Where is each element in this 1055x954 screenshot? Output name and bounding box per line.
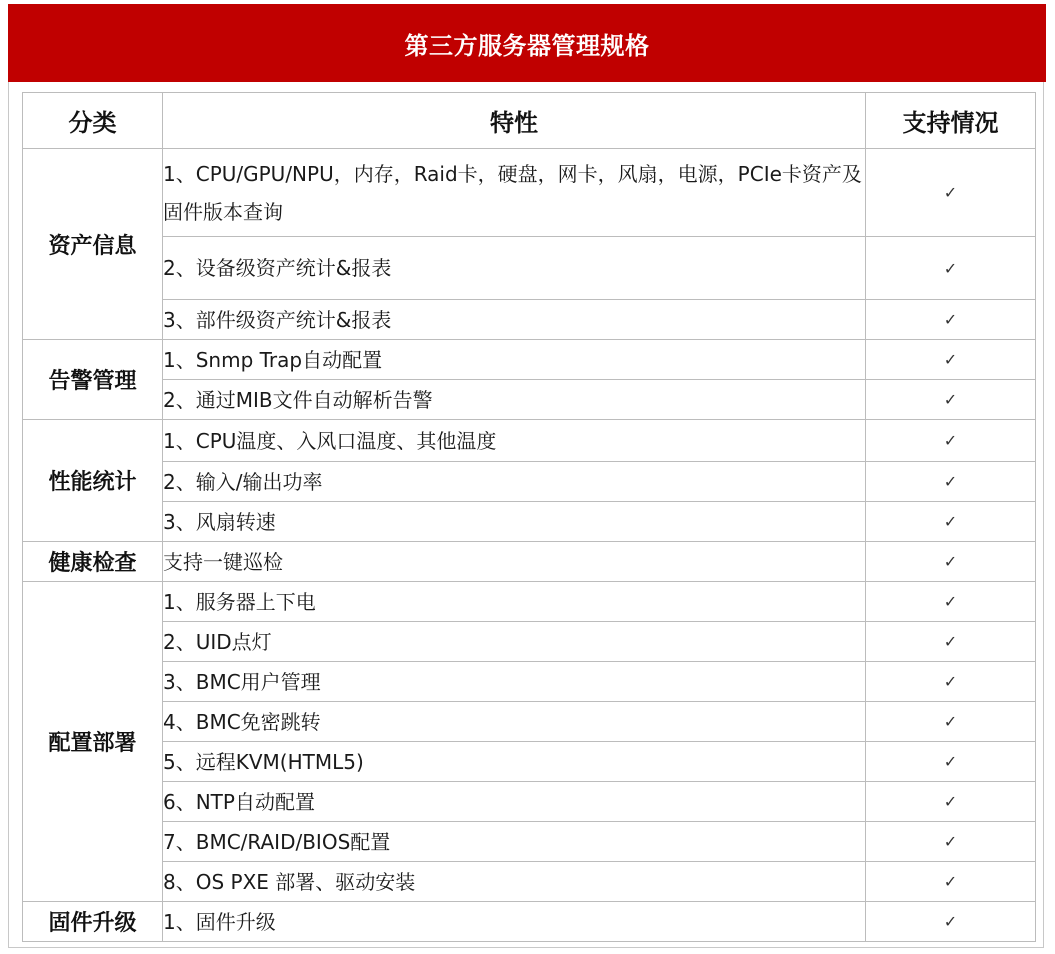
header-feature: 特性 bbox=[163, 93, 866, 149]
check-mark: ✓ bbox=[866, 542, 1036, 582]
feature-cell: 7、BMC/RAID/BIOS配置 bbox=[163, 822, 866, 862]
table-row bbox=[23, 300, 1036, 340]
check-mark: ✓ bbox=[866, 902, 1036, 942]
feature-cell: 3、部件级资产统计&报表 bbox=[163, 300, 866, 340]
table-row bbox=[23, 502, 1036, 542]
table-row bbox=[23, 420, 1036, 462]
category-cell: 性能统计 bbox=[23, 420, 163, 542]
table-row bbox=[23, 902, 1036, 942]
table-row bbox=[23, 237, 1036, 300]
title-banner bbox=[8, 4, 1046, 82]
feature-cell: 4、BMC免密跳转 bbox=[163, 702, 866, 742]
feature-cell: 1、CPU/GPU/NPU，内存，Raid卡，硬盘，网卡，风扇，电源，PCIe卡资产及固件版本查询 bbox=[163, 149, 866, 237]
table-row bbox=[23, 702, 1036, 742]
check-mark: ✓ bbox=[866, 822, 1036, 862]
check-mark: ✓ bbox=[866, 380, 1036, 420]
page-title: 第三方服务器管理规格 bbox=[404, 31, 650, 60]
feature-cell: 1、CPU温度、入风口温度、其他温度 bbox=[163, 420, 866, 462]
check-mark: ✓ bbox=[866, 862, 1036, 902]
table-row bbox=[23, 340, 1036, 380]
table-row bbox=[23, 380, 1036, 420]
feature-cell: 3、风扇转速 bbox=[163, 502, 866, 542]
check-mark: ✓ bbox=[866, 702, 1036, 742]
category-cell: 固件升级 bbox=[23, 902, 163, 942]
check-mark: ✓ bbox=[866, 502, 1036, 542]
feature-cell: 1、Snmp Trap自动配置 bbox=[163, 340, 866, 380]
check-mark: ✓ bbox=[866, 582, 1036, 622]
feature-cell: 2、输入/输出功率 bbox=[163, 462, 866, 502]
feature-cell: 2、设备级资产统计&报表 bbox=[163, 237, 866, 300]
category-cell: 配置部署 bbox=[23, 582, 163, 902]
table-row bbox=[23, 822, 1036, 862]
check-mark: ✓ bbox=[866, 782, 1036, 822]
check-mark: ✓ bbox=[866, 462, 1036, 502]
check-mark: ✓ bbox=[866, 149, 1036, 237]
table-row bbox=[23, 622, 1036, 662]
feature-cell: 1、服务器上下电 bbox=[163, 582, 866, 622]
table-row bbox=[23, 662, 1036, 702]
table-row bbox=[23, 149, 1036, 237]
feature-cell: 8、OS PXE 部署、驱动安装 bbox=[163, 862, 866, 902]
check-mark: ✓ bbox=[866, 420, 1036, 462]
table-row bbox=[23, 542, 1036, 582]
category-cell: 资产信息 bbox=[23, 149, 163, 340]
check-mark: ✓ bbox=[866, 340, 1036, 380]
check-mark: ✓ bbox=[866, 237, 1036, 300]
feature-cell: 3、BMC用户管理 bbox=[163, 662, 866, 702]
feature-cell: 1、固件升级 bbox=[163, 902, 866, 942]
category-cell: 告警管理 bbox=[23, 340, 163, 420]
table-row bbox=[23, 782, 1036, 822]
table-row bbox=[23, 462, 1036, 502]
feature-cell: 2、UID点灯 bbox=[163, 622, 866, 662]
feature-cell: 支持一键巡检 bbox=[163, 542, 866, 582]
category-cell: 健康检查 bbox=[23, 542, 163, 582]
check-mark: ✓ bbox=[866, 622, 1036, 662]
header-support: 支持情况 bbox=[866, 93, 1036, 149]
header-row bbox=[23, 93, 1036, 149]
check-mark: ✓ bbox=[866, 742, 1036, 782]
table-row bbox=[23, 742, 1036, 782]
table-row bbox=[23, 862, 1036, 902]
feature-cell: 6、NTP自动配置 bbox=[163, 782, 866, 822]
table-row bbox=[23, 582, 1036, 622]
feature-cell: 2、通过MIB文件自动解析告警 bbox=[163, 380, 866, 420]
check-mark: ✓ bbox=[866, 662, 1036, 702]
check-mark: ✓ bbox=[866, 300, 1036, 340]
spec-table bbox=[22, 92, 1036, 942]
feature-cell: 5、远程KVM(HTML5) bbox=[163, 742, 866, 782]
header-category: 分类 bbox=[23, 93, 163, 149]
